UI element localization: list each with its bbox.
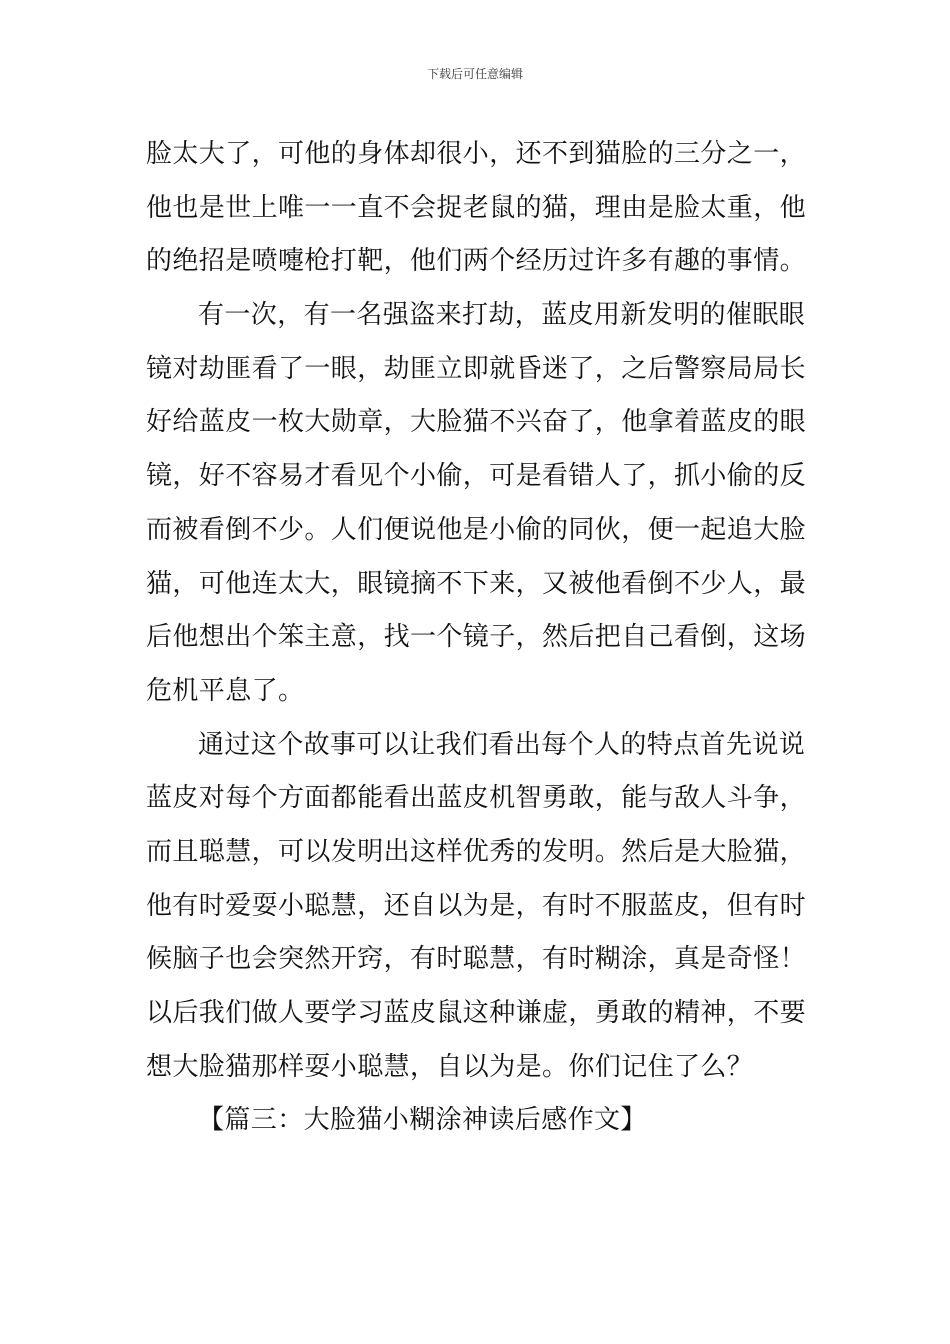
text-line: 他也是世上唯一一直不会捉老鼠的猫，理由是脸太重，他 bbox=[146, 192, 807, 223]
text-line: 后他想出个笨主意，找一个镜子，然后把自己看倒，这场 bbox=[146, 622, 807, 653]
text-line: 想大脸猫那样耍小聪慧，自以为是。你们记住了么？ bbox=[146, 1051, 754, 1082]
text-line: 危机平息了。 bbox=[146, 675, 305, 706]
text-line: 脸太大了，可他的身体却很小，还不到猫脸的三分之一， bbox=[146, 139, 807, 169]
paragraph-first-line: 通过这个故事可以让我们看出每个人的特点首先说说 bbox=[198, 729, 806, 760]
text-line: 好给蓝皮一枚大勋章，大脸猫不兴奋了，他拿着蓝皮的眼 bbox=[146, 407, 807, 438]
text-line: 以后我们做人要学习蓝皮鼠这种谦虚，勇敢的精神，不要 bbox=[146, 998, 807, 1028]
text-line: 而且聪慧，可以发明出这样优秀的发明。然后是大脸猫， bbox=[146, 836, 807, 867]
text-line: 猫，可他连太大，眼镜摘不下来，又被他看倒不少人，最 bbox=[146, 568, 807, 599]
text-line: 镜，好不容易才看见个小偷，可是看错人了，抓小偷的反 bbox=[146, 461, 807, 492]
paragraph-first-line: 有一次，有一名强盗来打劫，蓝皮用新发明的催眠眼 bbox=[198, 300, 806, 331]
section-heading: 【篇三：大脸猫小糊涂神读后感作文】 bbox=[198, 1105, 647, 1136]
text-line: 镜对劫匪看了一眼，劫匪立即就昏迷了，之后警察局局长 bbox=[146, 353, 807, 384]
text-line: 候脑子也会突然开窍，有时聪慧，有时糊涂，真是奇怪！ bbox=[146, 944, 807, 975]
text-line: 而被看倒不少。人们便说他是小偷的同伙，便一起追大脸 bbox=[146, 514, 807, 545]
document-body bbox=[146, 128, 806, 1148]
text-line: 蓝皮对每个方面都能看出蓝皮机智勇敢，能与敌人斗争， bbox=[146, 783, 807, 814]
text-line: 他有时爱耍小聪慧，还自以为是，有时不服蓝皮，但有时 bbox=[146, 890, 807, 921]
page-header-note: 下载后可任意编辑 bbox=[426, 67, 523, 81]
text-line: 的绝招是喷嚏枪打靶，他们两个经历过许多有趣的事情。 bbox=[146, 246, 807, 277]
